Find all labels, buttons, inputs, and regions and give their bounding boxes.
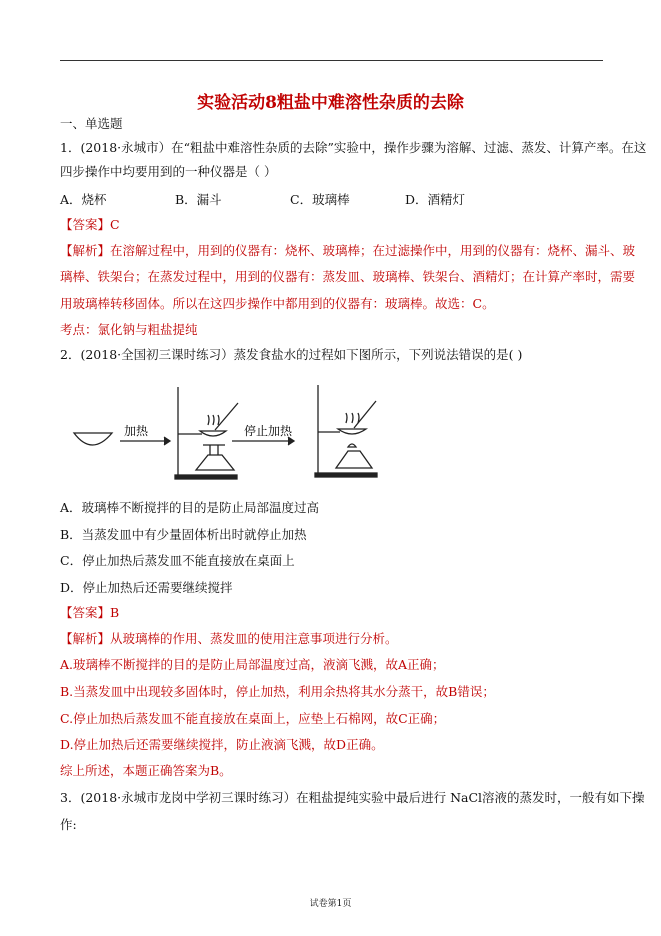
q1-point: 考点：氯化钠与粗盐提纯 — [60, 322, 198, 337]
figure-label-stop-heat: 停止加热 — [244, 424, 293, 438]
q2-analysis-3: B.当蒸发皿中出现较多固体时，停止加热，利用余热将其水分蒸干，故B错误； — [60, 684, 495, 699]
page-footer: 试卷第1页 — [309, 899, 352, 909]
q1-line-1: 1．(2018·永城市）在“粗盐中难溶性杂质的去除”实验中，操作步骤为溶解、过滤、蒸发、计算产率。在这 — [60, 140, 647, 155]
q1-option-d: D．酒精灯 — [405, 192, 466, 207]
q2-analysis-1: 【解析】从玻璃棒的作用、蒸发皿的使用注意事项进行分析。 — [60, 631, 398, 646]
evaporation-figure — [60, 375, 400, 490]
q2-option-b: B．当蒸发皿中有少量固体析出时就停止加热 — [60, 527, 307, 542]
q2-analysis-4: C.停止加热后蒸发皿不能直接放在桌面上，应垫上石棉网，故C正确； — [60, 711, 446, 726]
q1-option-b: B．漏斗 — [175, 192, 222, 207]
q1-answer: 【答案】C — [60, 217, 120, 232]
evaporating-dish-icon — [74, 433, 112, 445]
q2-analysis-6: 综上所述，本题正确答案为B。 — [60, 763, 232, 778]
q1-line-2: 四步操作中均要用到的一种仪器是（ ） — [60, 164, 277, 179]
section-heading: 一、单选题 — [60, 116, 123, 131]
q1-analysis-1: 【解析】在溶解过程中，用到的仪器有：烧杯、玻璃棒；在过滤操作中，用到的仪器有：烧杯、漏斗、玻 — [60, 243, 636, 258]
q2-option-c: C．停止加热后蒸发皿不能直接放在桌面上 — [60, 553, 295, 568]
q1-analysis-3: 用玻璃棒转移固体。所以在这四步操作中都用到的仪器有：玻璃棒。故选：C。 — [60, 296, 495, 311]
q2-line: 2．(2018·全国初三课时练习）蒸发食盐水的过程如下图所示，下列说法错误的是( ) — [60, 347, 523, 362]
q3-line-2: 作: — [60, 817, 77, 832]
header-rule — [60, 60, 603, 61]
q2-option-d: D．停止加热后还需要继续搅拌 — [60, 580, 233, 595]
figure-label-heat: 加热 — [124, 424, 149, 438]
q1-option-a: A．烧杯 — [60, 192, 107, 207]
q3-line-1: 3．(2018·永城市龙岗中学初三课时练习）在粗盐提纯实验中最后进行 NaCl溶液的蒸发时，一般有如下操 — [60, 790, 645, 805]
q2-analysis-2: A.玻璃棒不断搅拌的目的是防止局部温度过高，液滴飞溅，故A正确； — [60, 657, 445, 672]
q2-option-a: A．玻璃棒不断搅拌的目的是防止局部温度过高 — [60, 500, 320, 515]
q2-answer: 【答案】B — [60, 605, 120, 620]
q1-analysis-2: 璃棒、铁架台；在蒸发过程中，用到的仪器有：蒸发皿、玻璃棒、铁架台、酒精灯；在计算产率时，需要 — [60, 269, 636, 284]
q2-analysis-5: D.停止加热后还需要继续搅拌，防止液滴飞溅，故D正确。 — [60, 737, 384, 752]
page-title: 实验活动8粗盐中难溶性杂质的去除 — [197, 93, 464, 113]
q1-option-c: C．玻璃棒 — [290, 192, 350, 207]
